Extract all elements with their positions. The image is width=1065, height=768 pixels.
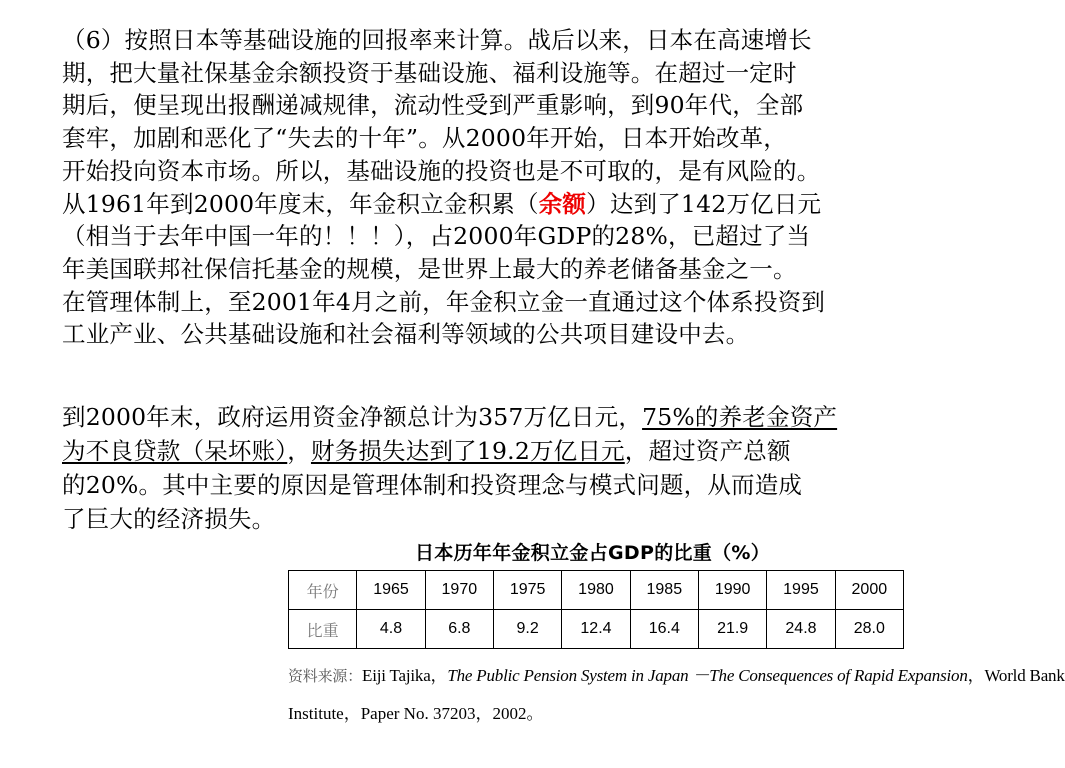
source-title: The Public Pension System in Japan －The Consequences of Rapid Expansion — [447, 666, 968, 685]
text-segment: ）达到了142万亿日元 — [586, 189, 822, 218]
table-cell-year: 1985 — [630, 571, 698, 610]
source-citation-line2: Institute，Paper No. 37203，2002。 — [288, 704, 544, 723]
text-segment: 从1961年到2000年度末，年金积立金积累（ — [62, 189, 539, 218]
paragraph-losses — [62, 400, 967, 536]
text-line: 工业产业、公共基础设施和社会福利等领域的公共项目建设中去。 — [62, 320, 750, 349]
table-cell-ratio: 12.4 — [562, 610, 630, 649]
row-header-ratio: 比重 — [289, 610, 357, 649]
text-segment: ， — [287, 437, 311, 465]
text-line: 在管理体制上，至2001年4月之前，年金积立金一直通过这个体系投资到 — [62, 287, 826, 316]
table-cell-ratio: 28.0 — [835, 610, 903, 649]
text-line: 期，把大量社保基金余额投资于基础设施、福利设施等。在超过一定时 — [62, 58, 797, 87]
table-cell-year: 1970 — [425, 571, 493, 610]
source-author: Eiji Tajika， — [362, 666, 448, 685]
table-title: 日本历年年金积立金占GDP的比重（%） — [415, 542, 771, 564]
text-line: 了巨大的经济损失。 — [62, 505, 276, 533]
text-line — [62, 400, 967, 434]
highlight-balance: 余额 — [538, 189, 587, 218]
paragraph-pension-investment — [62, 24, 967, 351]
table-cell-year: 1975 — [493, 571, 561, 610]
table-row-ratios — [289, 610, 904, 649]
source-publisher: ，World Bank — [967, 666, 1065, 685]
text-line — [62, 188, 967, 221]
table-row-years — [289, 571, 904, 610]
source-citation — [288, 661, 1065, 686]
text-line: 的20%。其中主要的原因是管理体制和投资理念与模式问题，从而造成 — [62, 471, 803, 499]
table-cell-ratio: 24.8 — [767, 610, 835, 649]
text-line: （相当于去年中国一年的！！！），占2000年GDP的28%，已超过了当 — [62, 222, 811, 251]
text-line: （6）按照日本等基础设施的回报率来计算。战后以来，日本在高速增长 — [62, 26, 812, 54]
table-cell-year: 1965 — [357, 571, 425, 610]
text-line — [62, 434, 967, 468]
text-segment: 到2000年末，政府运用资金净额总计为357万亿日元， — [62, 403, 643, 431]
source-label: 资料来源： — [288, 667, 363, 685]
underlined-text: 为不良贷款（呆坏账） — [62, 437, 288, 465]
table-cell-ratio: 9.2 — [493, 610, 561, 649]
table-cell-year: 2000 — [835, 571, 903, 610]
table-cell-year: 1980 — [562, 571, 630, 610]
text-line: 期后，便呈现出报酬递减规律，流动性受到严重影响，到90年代，全部 — [62, 91, 804, 120]
text-line: 年美国联邦社保信托基金的规模，是世界上最大的养老储备基金之一。 — [62, 254, 797, 283]
underlined-text: 75%的养老金资产 — [642, 403, 838, 431]
table-cell-year: 1995 — [767, 571, 835, 610]
table-cell-ratio: 16.4 — [630, 610, 698, 649]
text-line: 套牢，加剧和恶化了“失去的十年”。从2000年开始，日本开始改革， — [62, 124, 787, 153]
row-header-year: 年份 — [289, 571, 357, 610]
table-cell-ratio: 21.9 — [698, 610, 766, 649]
gdp-ratio-table — [288, 570, 904, 649]
text-segment: ，超过资产总额 — [624, 437, 791, 465]
table-cell-ratio: 6.8 — [425, 610, 493, 649]
text-line: 开始投向资本市场。所以，基础设施的投资也是不可取的，是有风险的。 — [62, 156, 821, 185]
table-cell-ratio: 4.8 — [357, 610, 425, 649]
underlined-text: 财务损失达到了19.2万亿日元 — [310, 437, 625, 465]
table-cell-year: 1990 — [698, 571, 766, 610]
